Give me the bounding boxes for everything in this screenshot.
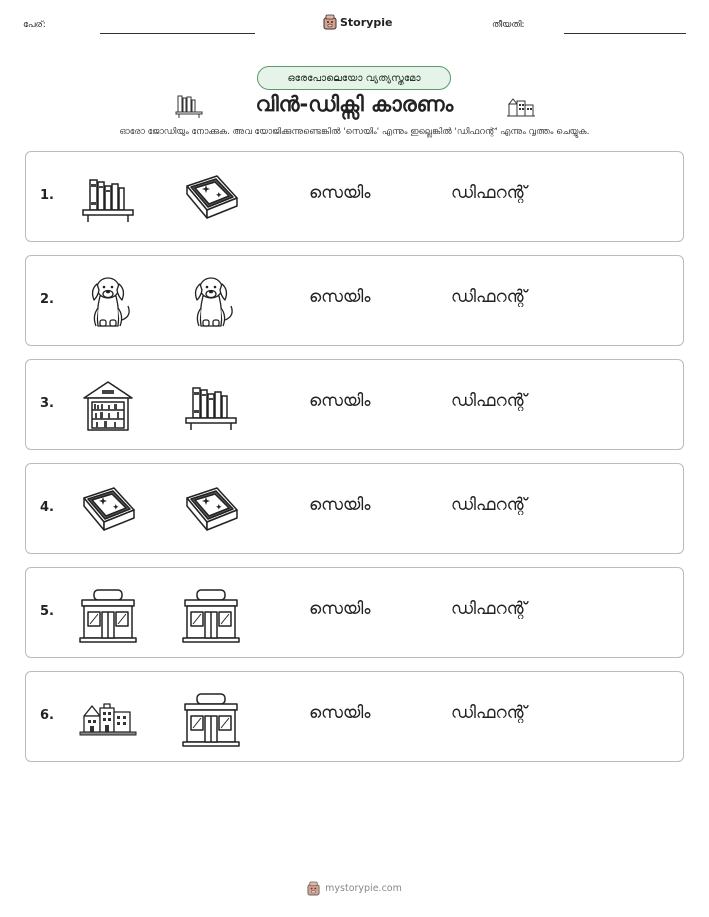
worksheet-type-badge: ഒരേപോലെയോ വ്യത്യസ്തമോ: [257, 66, 451, 90]
dog-icon: [181, 272, 241, 332]
row-number: 6.: [40, 708, 54, 723]
name-label: പേര്:: [23, 20, 46, 30]
same-option[interactable]: സെയിം: [309, 495, 371, 515]
pair-row-3: [25, 359, 684, 450]
date-label: തീയതി:: [492, 20, 525, 30]
pig-icon: [323, 14, 337, 30]
brand-name: Storypie: [340, 15, 393, 29]
same-option[interactable]: സെയിം: [309, 287, 371, 307]
book-icon: [181, 480, 241, 540]
page-title: വിൻ-ഡിക്സി കാരണം: [255, 92, 454, 116]
row-number: 5.: [40, 604, 54, 619]
same-option[interactable]: സെയിം: [309, 391, 371, 411]
same-option[interactable]: സെയിം: [309, 599, 371, 619]
footer-url[interactable]: mystorypie.com: [325, 883, 402, 894]
name-field[interactable]: [100, 33, 255, 34]
date-field[interactable]: [564, 33, 686, 34]
row-number: 3.: [40, 396, 54, 411]
pair-row-5: [25, 567, 684, 658]
store-icon: [181, 584, 241, 644]
different-option[interactable]: ഡിഫറന്റ്: [451, 287, 527, 307]
dog-icon: [78, 272, 138, 332]
book-icon: [78, 480, 138, 540]
pair-row-6: [25, 671, 684, 762]
row-number: 4.: [40, 500, 54, 515]
pair-row-2: [25, 255, 684, 346]
book-icon: [181, 168, 241, 228]
different-option[interactable]: ഡിഫറന്റ്: [451, 703, 527, 723]
pair-row-1: [25, 151, 684, 242]
footer: [0, 881, 709, 896]
library-icon: [78, 376, 138, 436]
brand-logo: [323, 14, 392, 30]
row-number: 1.: [40, 188, 54, 203]
instructions: ഓരോ ജോഡിയും നോക്കുക. അവ യോജിക്കുന്നുണ്ടെങ്കിൽ 'സെയിം' എന്നും ഇല്ലെങ്കിൽ 'ഡിഫറന്റ്' എന്നും വൃത്തം ചെയ്യുക.: [119, 127, 590, 137]
store-icon: [78, 584, 138, 644]
same-option[interactable]: സെയിം: [309, 703, 371, 723]
town-icon: [507, 96, 535, 118]
bookshelf-icon: [181, 376, 241, 436]
different-option[interactable]: ഡിഫറന്റ്: [451, 599, 527, 619]
same-option[interactable]: സെയിം: [309, 183, 371, 203]
row-number: 2.: [40, 292, 54, 307]
pig-icon: [307, 881, 320, 896]
different-option[interactable]: ഡിഫറന്റ്: [451, 391, 527, 411]
different-option[interactable]: ഡിഫറന്റ്: [451, 183, 527, 203]
bookshelf-icon: [78, 168, 138, 228]
pair-row-4: [25, 463, 684, 554]
town-icon: [78, 688, 138, 748]
different-option[interactable]: ഡിഫറന്റ്: [451, 495, 527, 515]
store-icon: [181, 688, 241, 748]
